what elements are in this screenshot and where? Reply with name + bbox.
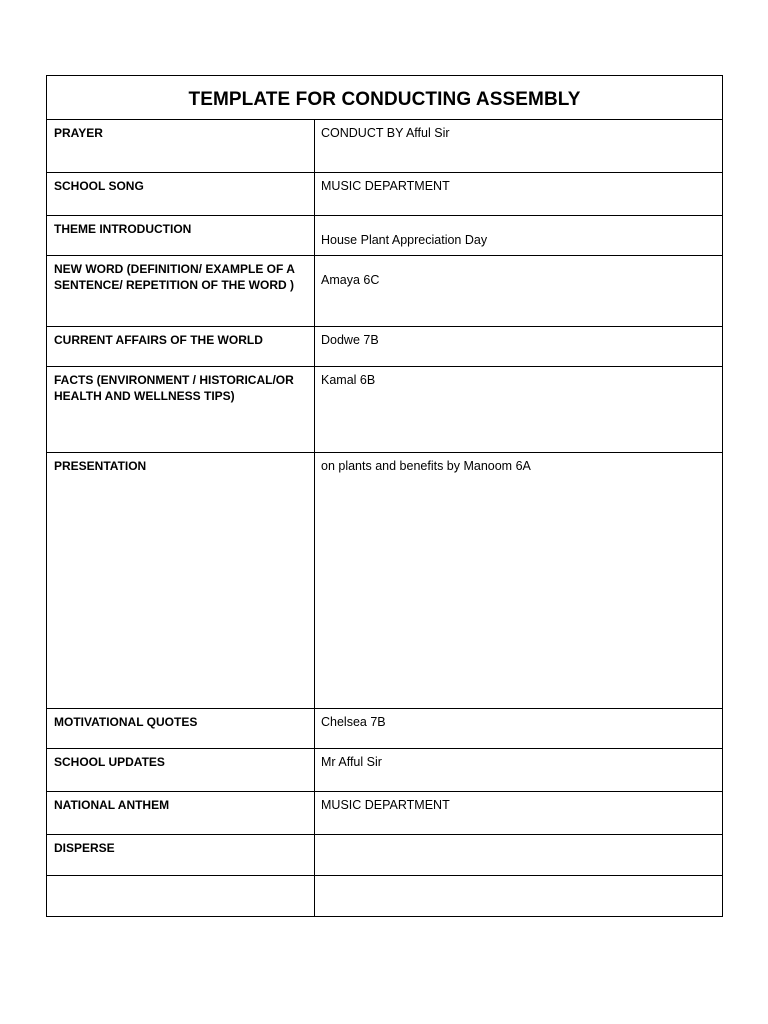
row-value-current-affairs: Dodwe 7B (315, 327, 723, 367)
row-value-facts: Kamal 6B (315, 367, 723, 453)
row-label-national-anthem: NATIONAL ANTHEM (47, 792, 315, 835)
table-row (47, 749, 723, 792)
document-title: TEMPLATE FOR CONDUCTING ASSEMBLY (47, 76, 723, 120)
title-row (47, 76, 723, 120)
row-label-school-song: SCHOOL SONG (47, 173, 315, 216)
row-label-motivational-quotes: MOTIVATIONAL QUOTES (47, 709, 315, 749)
row-value-disperse (315, 835, 723, 876)
table-row (47, 709, 723, 749)
row-value-presentation: on plants and benefits by Manoom 6A (315, 453, 723, 709)
row-label-current-affairs: CURRENT AFFAIRS OF THE WORLD (47, 327, 315, 367)
row-value-national-anthem: MUSIC DEPARTMENT (315, 792, 723, 835)
table-row (47, 835, 723, 876)
row-label-presentation: PRESENTATION (47, 453, 315, 709)
table-row (47, 256, 723, 327)
assembly-template-table (46, 75, 723, 917)
row-value-theme-introduction: House Plant Appreciation Day (315, 216, 723, 256)
row-label-theme-introduction: THEME INTRODUCTION (47, 216, 315, 256)
table-row (47, 367, 723, 453)
row-label-prayer: PRAYER (47, 120, 315, 173)
table-row (47, 792, 723, 835)
table-row (47, 453, 723, 709)
table-row (47, 120, 723, 173)
table-row (47, 327, 723, 367)
row-value-school-song: MUSIC DEPARTMENT (315, 173, 723, 216)
row-label-facts: FACTS (ENVIRONMENT / HISTORICAL/OR HEALTH AND WELLNESS TIPS) (47, 367, 315, 453)
row-value-empty (315, 876, 723, 917)
table-row (47, 173, 723, 216)
row-label-school-updates: SCHOOL UPDATES (47, 749, 315, 792)
row-label-disperse: DISPERSE (47, 835, 315, 876)
row-value-school-updates: Mr Afful Sir (315, 749, 723, 792)
row-value-new-word: Amaya 6C (315, 256, 723, 327)
row-value-prayer: CONDUCT BY Afful Sir (315, 120, 723, 173)
row-label-empty (47, 876, 315, 917)
table-row (47, 216, 723, 256)
row-label-new-word: NEW WORD (DEFINITION/ EXAMPLE OF A SENTENCE/ REPETITION OF THE WORD ) (47, 256, 315, 327)
row-value-motivational-quotes: Chelsea 7B (315, 709, 723, 749)
table-row (47, 876, 723, 917)
